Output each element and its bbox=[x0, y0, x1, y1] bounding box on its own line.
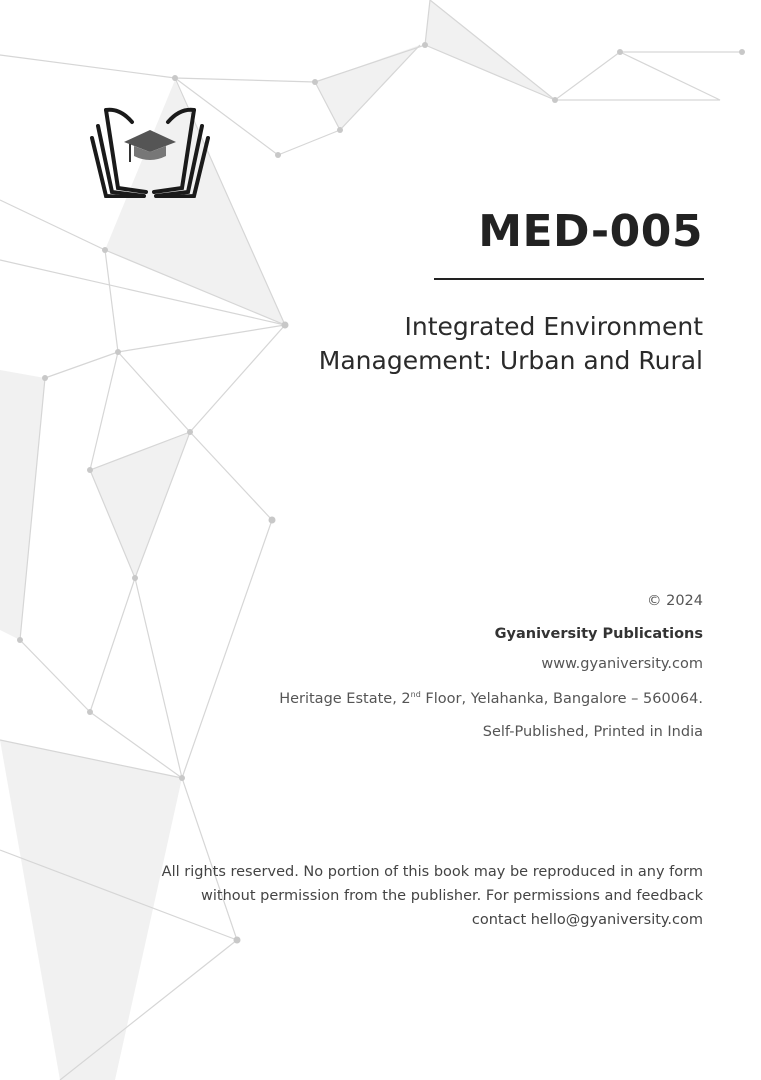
publisher-name: Gyaniversity Publications bbox=[494, 626, 703, 642]
address-suffix: Floor, Yelahanka, Bangalore – 560064. bbox=[420, 690, 703, 707]
copyright-year: © 2024 bbox=[646, 593, 703, 609]
publisher-website: www.gyaniversity.com bbox=[541, 656, 703, 672]
address-prefix: Heritage Estate, 2 bbox=[279, 690, 411, 707]
address-superscript: nd bbox=[410, 690, 421, 699]
rights-notice: All rights reserved. No portion of this book may be reproduced in any form without permission from the publisher. For permissions and feedback contact hello@gyaniversity.com bbox=[161, 864, 703, 928]
course-code: MED-005 bbox=[478, 206, 703, 257]
title-divider bbox=[434, 278, 704, 280]
publisher-address bbox=[279, 690, 703, 707]
book-title: Integrated Environment Management: Urban and Rural bbox=[318, 312, 703, 375]
printed-note: Self-Published, Printed in India bbox=[482, 724, 703, 740]
book-graduation-cap-logo bbox=[84, 96, 216, 198]
